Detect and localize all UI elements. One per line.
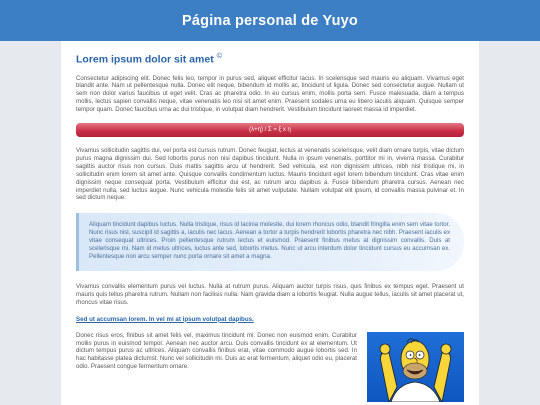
paragraph-2: Vivamus sollicitudin sagittis dui, vel porta est cursus rutrum. Donec feugiat, lectus at venenatis scelerisque, velit diam ornare turpis, vitae dictum purus magna dignissim dui. Sed lobortis purus non nisi dapibus tincidunt. Nulla in ipsum venenatis, porttitor mi in, viverra massa. Curabitur sagittis auctor risus non cursus. Duis mattis sagittis arcu ut hendrerit. Sed vehicula, est non dignissim ultrices, nibh nisl tristique mi, in sollicitudin enim lorem sit amet ante. Quisque convallis condimentum luctus. Mauris tincidunt eget lorem bibendum tincidunt. Cras vitae enim dignissim neque consequat porta. Vestibulum efficitur dui est, ac rutrum arcu dapibus a. Fusce bibendum pharetra cursus. Aenean nec imperdiet nulla, sed luctus augue. Nunc vehicula molestie felis sit amet vulputate. Nullam volutpat elit ipsum, id convallis massa pulvinar et. In sed dictum neque.	[76, 147, 464, 202]
bottom-section	[76, 332, 464, 402]
homer-illustration	[367, 332, 464, 402]
article-title-text: Lorem ipsum dolor sit amet	[76, 53, 214, 66]
blockquote-text: Aliquam tincidunt dapibus luctus. Nulla tristique, risus id lacinia molestie, dui lorem rhoncus odio, blandit fringilla enim sem vitae tortor. Nunc risus nisl, suscipit id sagittis a, iaculis nec lacus. Aenean a tortor a turpis hendrerit lobortis pharetra nec nibh. Praesent iaculis ex vitae consequat ultrices. Proin pellentesque rutrum lectus et euismod. Praesent finibus metus at dignissim convallis. Duis at scelerisque mi. Nam id metus ultrices, luctus ante sed, lobortis metus. Nunc ut arcu interdum dolor tincidunt cursus eu accumsan ex. Pellentesque non arcu semper nunc porta ornare sit amet a magna.	[89, 221, 450, 260]
article-title	[76, 51, 464, 66]
formula-text: (λ+η) / Σ = ξ x η	[249, 127, 291, 134]
homer-simpson-image	[367, 332, 464, 402]
site-title: Página personal de Yuyo	[182, 12, 358, 29]
blockquote	[76, 213, 464, 271]
page-container	[61, 41, 479, 405]
article-link[interactable]: Sed ut accumsan lorem. In vel mi at ipsum volutpat dapibus.	[76, 315, 254, 323]
paragraph-3: Vivamus convallis elementum purus vel luctus. Nulla at rutrum purus. Aliquam auctor turpis risus, quis finibus ex tempus eget. Praesent ut mauris quis tellus pharetra rutrum. Nullam non facilisis nulla. Nam gravida diam a lobortis feugiat. Nulla augue tellus, iaculis sit amet placerat ut, rhoncus vitae risus.	[76, 282, 464, 306]
paragraph-4: Donec risus eros, finibus sit amet felis vel, maximus tincidunt mi. Donec non euismod enim. Curabitur mollis purus in euismod tempor. Aenean nec auctor arcu. Duis convallis tincidunt ex at elementum. Ut dictum tempus purus ac ultrices. Aliquam convallis finibus erat, vitae commodo augue lobortis sed. In hac habitasse platea dictumst. Nunc vel sollicitudin mi. Duis ac erat fermentum, aliquet odio eu, placerat odio. Praesent congue fermentum ornare.	[76, 331, 357, 371]
paragraph-1: Consectetur adipiscing elit. Donec felis leo, tempor in purus sed, aliquet efficitur lacus. In scelerisque sed mauris eu aliquam. Vivamus eget blandit ante. Nam ut pellentesque nulla. Donec elit neque, bibendum id mollis ac, tincidunt ut ligula. Donec sed consectetur augue. Nullam ut sem non dolor varius faucibus ut eget velit. Cras ac pharetra odio. In eu cursus enim, mollis porta sem. Fusce malesuada, diam a tempus mollis, lectus sapien convallis neque, vitae venenatis leo nisi sit amet enim. Praesent sodales urna eu libero iaculis aliquam. Quisque semper tempor quam. Donec faucibus urna ac dui tristique, in volutpat diam hendrerit. Vestibulum tincidunt laoreet massa id imperdiet.	[76, 74, 464, 114]
formula-bar	[76, 123, 464, 137]
site-header	[0, 0, 540, 41]
article	[61, 41, 479, 402]
copyright-mark: ©	[216, 51, 223, 60]
